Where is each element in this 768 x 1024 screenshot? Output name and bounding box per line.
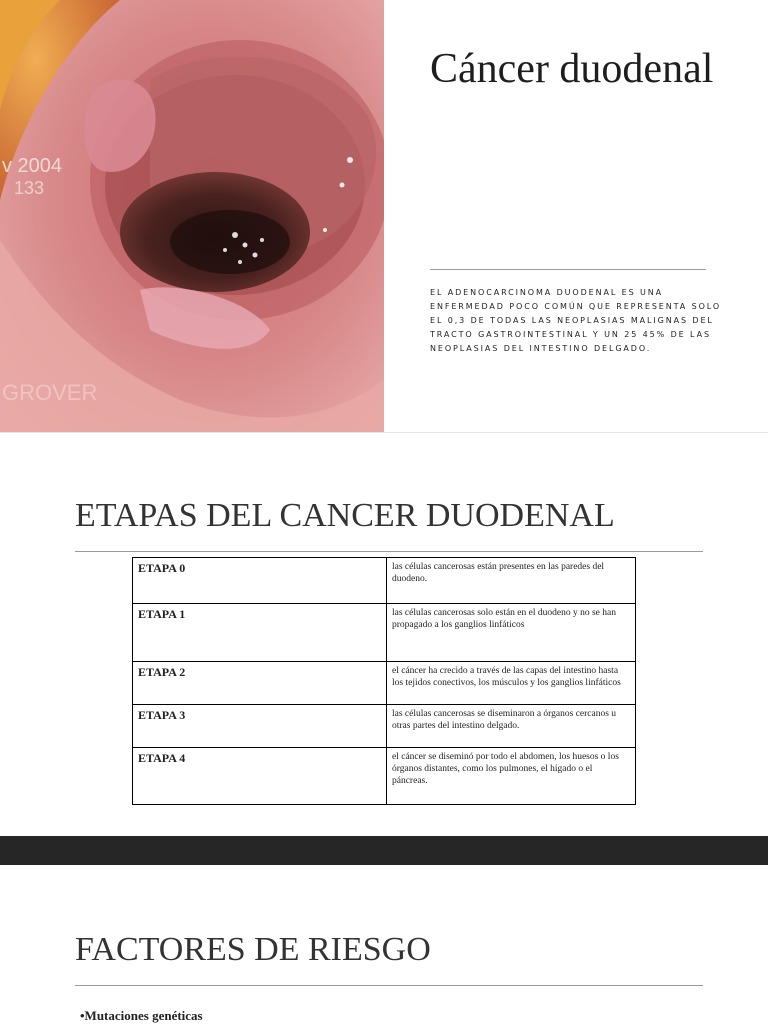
stage-description: las células cancerosas están presentes en las paredes del duodeno. — [387, 558, 636, 604]
slide-title: Cáncer duodenal — [430, 46, 714, 92]
stage-description: el cáncer ha crecido a través de las capas del intestino hasta los tejidos conectivos, los músculos y los ganglios linfáticos — [387, 662, 636, 705]
stages-table — [132, 557, 636, 805]
table-row — [133, 604, 636, 662]
slide-risk-factors — [0, 865, 768, 1024]
photo-credit-text: GROVER — [2, 380, 98, 405]
stage-label: ETAPA 4 — [133, 748, 387, 805]
stage-description: las células cancerosas solo están en el duodeno y no se han propagado a los ganglios linfáticos — [387, 604, 636, 662]
photo-date-text: v 2004 — [2, 155, 63, 177]
table-row — [133, 748, 636, 805]
table-row — [133, 705, 636, 748]
photo-number-text: 133 — [14, 178, 45, 198]
stage-description: el cáncer se diseminó por todo el abdomen, los huesos o los órganos distantes, como los pulmones, el hígado o el páncreas. — [387, 748, 636, 805]
table-row — [133, 558, 636, 604]
risk-factors-title: FACTORES DE RIESGO — [75, 931, 431, 968]
dark-band — [0, 836, 768, 865]
list-item: •Mutaciones genéticas — [80, 1008, 203, 1023]
risk-factors-divider — [75, 985, 703, 986]
stage-label: ETAPA 3 — [133, 705, 387, 748]
stage-label: ETAPA 1 — [133, 604, 387, 662]
stage-description: las células cancerosas se diseminaron a órganos cercanos u otras partes del intestino delgado. — [387, 705, 636, 748]
stage-label: ETAPA 0 — [133, 558, 387, 604]
table-row — [133, 662, 636, 705]
stages-divider — [75, 551, 703, 552]
title-divider — [430, 269, 706, 270]
stages-title: ETAPAS DEL CANCER DUODENAL — [75, 497, 615, 534]
stage-label: ETAPA 2 — [133, 662, 387, 705]
endoscopy-photo — [0, 0, 384, 432]
slide-description: EL ADENOCARCINOMA DUODENAL ES UNA ENFERMEDAD POCO COMÚN QUE REPRESENTA SOLO EL 0,3 DE TODAS LAS NEOPLASIAS MALIGNAS DEL TRACTO GASTROINTESTINAL Y UN 25 45% DE LAS NEOPLASIAS DEL INTESTINO DELGADO. — [430, 288, 722, 353]
slide-intro — [0, 0, 768, 432]
slide-stages — [0, 433, 768, 836]
